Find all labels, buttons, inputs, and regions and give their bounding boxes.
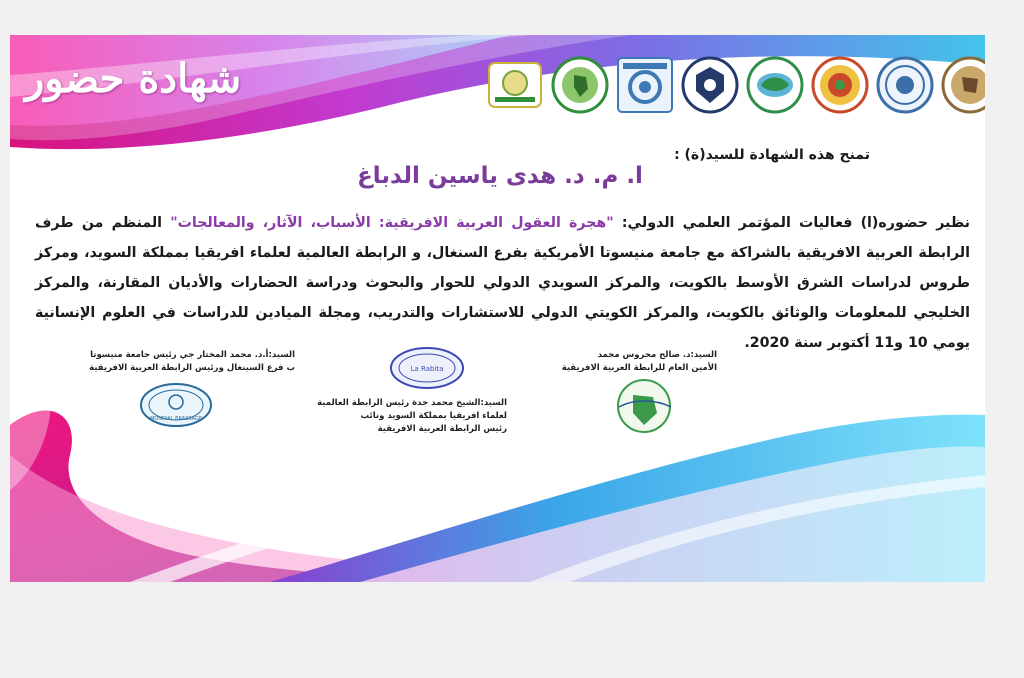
rabita-seal-icon — [388, 345, 466, 391]
arab-african-league-seal-icon — [613, 377, 675, 435]
seal-text: MONDIAL BRASSAGE — [149, 416, 203, 422]
signatory-right — [562, 349, 717, 375]
org-logo-4-icon — [680, 55, 740, 115]
signatory-line: السيد:الشيخ محمد جدة رئيس الرابطة العالمية — [317, 398, 507, 408]
org-logo-1-icon — [485, 55, 545, 115]
seal-text: La Rabita — [410, 365, 444, 373]
certificate-title: شهادة حضور — [25, 55, 242, 102]
signatory-left — [89, 349, 295, 375]
org-logo-8-icon — [940, 55, 985, 115]
certificate-body — [35, 208, 970, 358]
org-logo-2-icon — [550, 55, 610, 115]
recipient-name: ا. م. د. هدى ياسين الدباغ — [357, 163, 643, 189]
org-logo-7-icon — [875, 55, 935, 115]
signatory-line: لعلماء افريقيا بمملكة السويد ونائب — [360, 411, 507, 421]
conference-title: "هجرة العقول العربية الافريقية: الأسباب، الآثار، والمعالجات" — [170, 215, 614, 231]
partner-logos — [485, 55, 980, 117]
signatory-line: السيد:د. صالح محروس محمد — [597, 350, 717, 360]
org-logo-6-icon — [810, 55, 870, 115]
signatory-line: رئيس الرابطة العربية الافريقية — [377, 424, 507, 434]
signatory-line: الأمين العام للرابطة العربية الافريقية — [561, 363, 717, 373]
intro-text: تمنح هذه الشهادة للسيد(ة) : — [674, 147, 870, 163]
org-logo-3-icon — [615, 55, 675, 115]
signatory-line: ب فرع السينغال ورئيس الرابطة العربية الافريقية — [89, 363, 295, 373]
body-prefix: نظير حضوره(ا) فعاليات المؤتمر العلمي الدولي: — [613, 215, 970, 231]
signatory-line: السيد:أ.د. محمد المختار جي رئيس جامعة منيسوتا — [90, 350, 295, 360]
mondial-brassage-seal-icon — [138, 380, 214, 430]
certificate — [10, 35, 985, 582]
org-logo-5-icon — [745, 55, 805, 115]
body-suffix: المنظم من طرف الرابطة العربية الافريقية بالشراكة مع جامعة منيسوتا الأمريكية بفرع السنغال، و الرابطة العالمية لعلماء افريقيا بمملكة السويد، ومركز طروس لدراسات الشرق الأوسط بالكويت، والمركز السويدي الدولي للحوار والبحوث ودراسة الحضارات والأديان المقارنة، والمركز الخليجي للمعلومات والوثائق بالكويت، والمركز الكويتي الدولي للاستشارات والتدريب، ومجلة الميادين للدراسات في العلوم الإنسانية يومي 10 و11 أكتوبر سنة 2020. — [35, 215, 970, 351]
signatory-middle — [317, 397, 507, 436]
